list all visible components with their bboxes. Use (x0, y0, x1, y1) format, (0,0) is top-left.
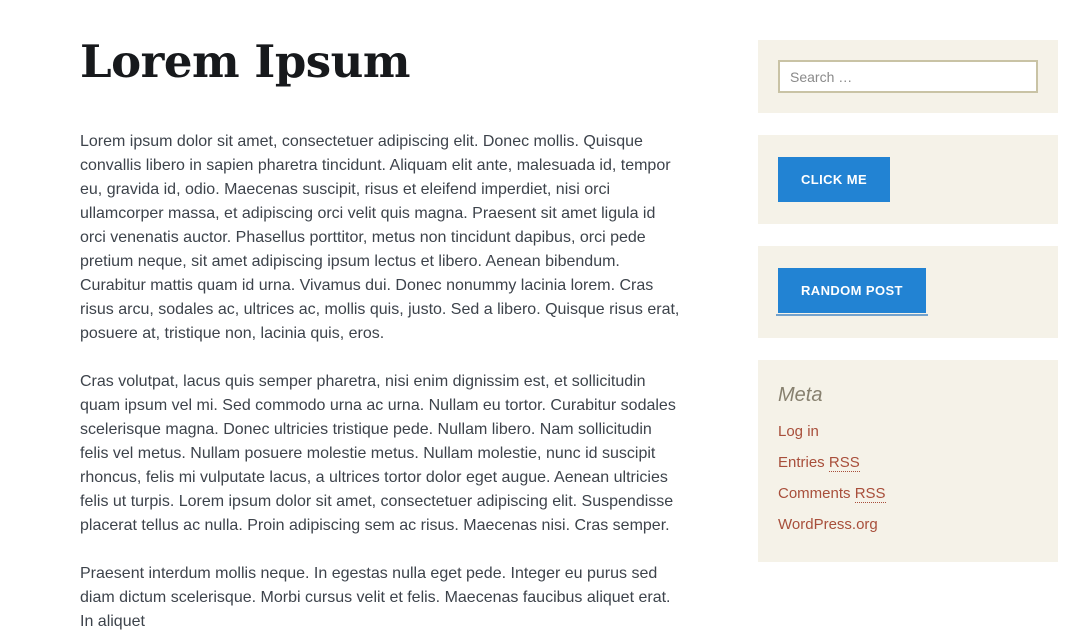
post-paragraph: Lorem ipsum dolor sit amet, consectetuer adipiscing elit. Donec mollis. Quisque convallis libero in sapien pharetra tincidunt. Aliquam elit ante, malesuada id, tempor eu, gravida id, odio. Maecenas suscipit, risus et eleifend imperdiet, nisi orci ullamcorper massa, et adipiscing orci velit quis magna. Praesent sit amet ligula id orci venenatis auctor. Phasellus porttitor, metus non tincidunt dapibus, orci pede pretium neque, sit amet adipiscing ipsum lectus et libero. Aenean bibendum. Curabitur mattis quam id urna. Vivamus dui. Donec nonummy lacinia lorem. Cras risus arcu, sodales ac, ultrices ac, mollis quis, justo. Sed a libero. Quisque risus erat, posuere at, tristique non, lacinia quis, eros. (80, 132, 680, 342)
random-post-link[interactable] (776, 268, 928, 316)
list-item (778, 454, 1038, 472)
wordpress-org-link[interactable]: WordPress.org (778, 516, 878, 533)
click-me-button[interactable]: CLICK ME (778, 157, 890, 202)
search-input[interactable] (778, 60, 1038, 93)
meta-link-list (778, 423, 1038, 534)
search-widget (758, 40, 1058, 113)
random-post-widget (758, 246, 1058, 338)
random-post-button[interactable]: RANDOM POST (778, 268, 926, 313)
rss-abbr: RSS (828, 454, 860, 471)
post-body (80, 130, 683, 634)
rss-abbr: RSS (854, 485, 886, 502)
meta-widget (758, 360, 1058, 562)
post-title: Lorem Ipsum (80, 35, 410, 88)
entries-rss-link[interactable]: Entries RSS (778, 454, 860, 471)
list-item (778, 423, 1038, 441)
click-me-widget (758, 135, 1058, 224)
meta-heading: Meta (778, 384, 823, 406)
sidebar (758, 40, 1058, 584)
list-item (778, 485, 1038, 503)
log-in-link[interactable]: Log in (778, 423, 819, 440)
post-paragraph: Cras volutpat, lacus quis semper pharetra, nisi enim dignissim est, et sollicitudin quam ipsum vel mi. Sed commodo urna ac urna. Nullam eu tortor. Curabitur sodales scelerisque magna. Donec ultricies tristique pede. Nullam libero. Nam sollicitudin felis vel metus. Nullam posuere molestie metus. Nullam molestie, nunc id suscipit rhoncus, felis mi vulputate lacus, a ultrices tortor dolor eget augue. Aenean ultricies felis ut turpis. Lorem ipsum dolor sit amet, consectetuer adipiscing elit. Suspendisse placerat tellus ac nulla. Proin adipiscing sem ac risus. Maecenas nisi. Cras semper. (80, 372, 676, 534)
post-paragraph: Praesent interdum mollis neque. In egestas nulla eget pede. Integer eu purus sed diam dictum scelerisque. Morbi cursus velit et felis. Maecenas faucibus aliquet erat. In aliquet (80, 564, 671, 630)
list-item (778, 516, 1038, 534)
post-article (80, 36, 683, 634)
comments-rss-link[interactable]: Comments RSS (778, 485, 886, 502)
